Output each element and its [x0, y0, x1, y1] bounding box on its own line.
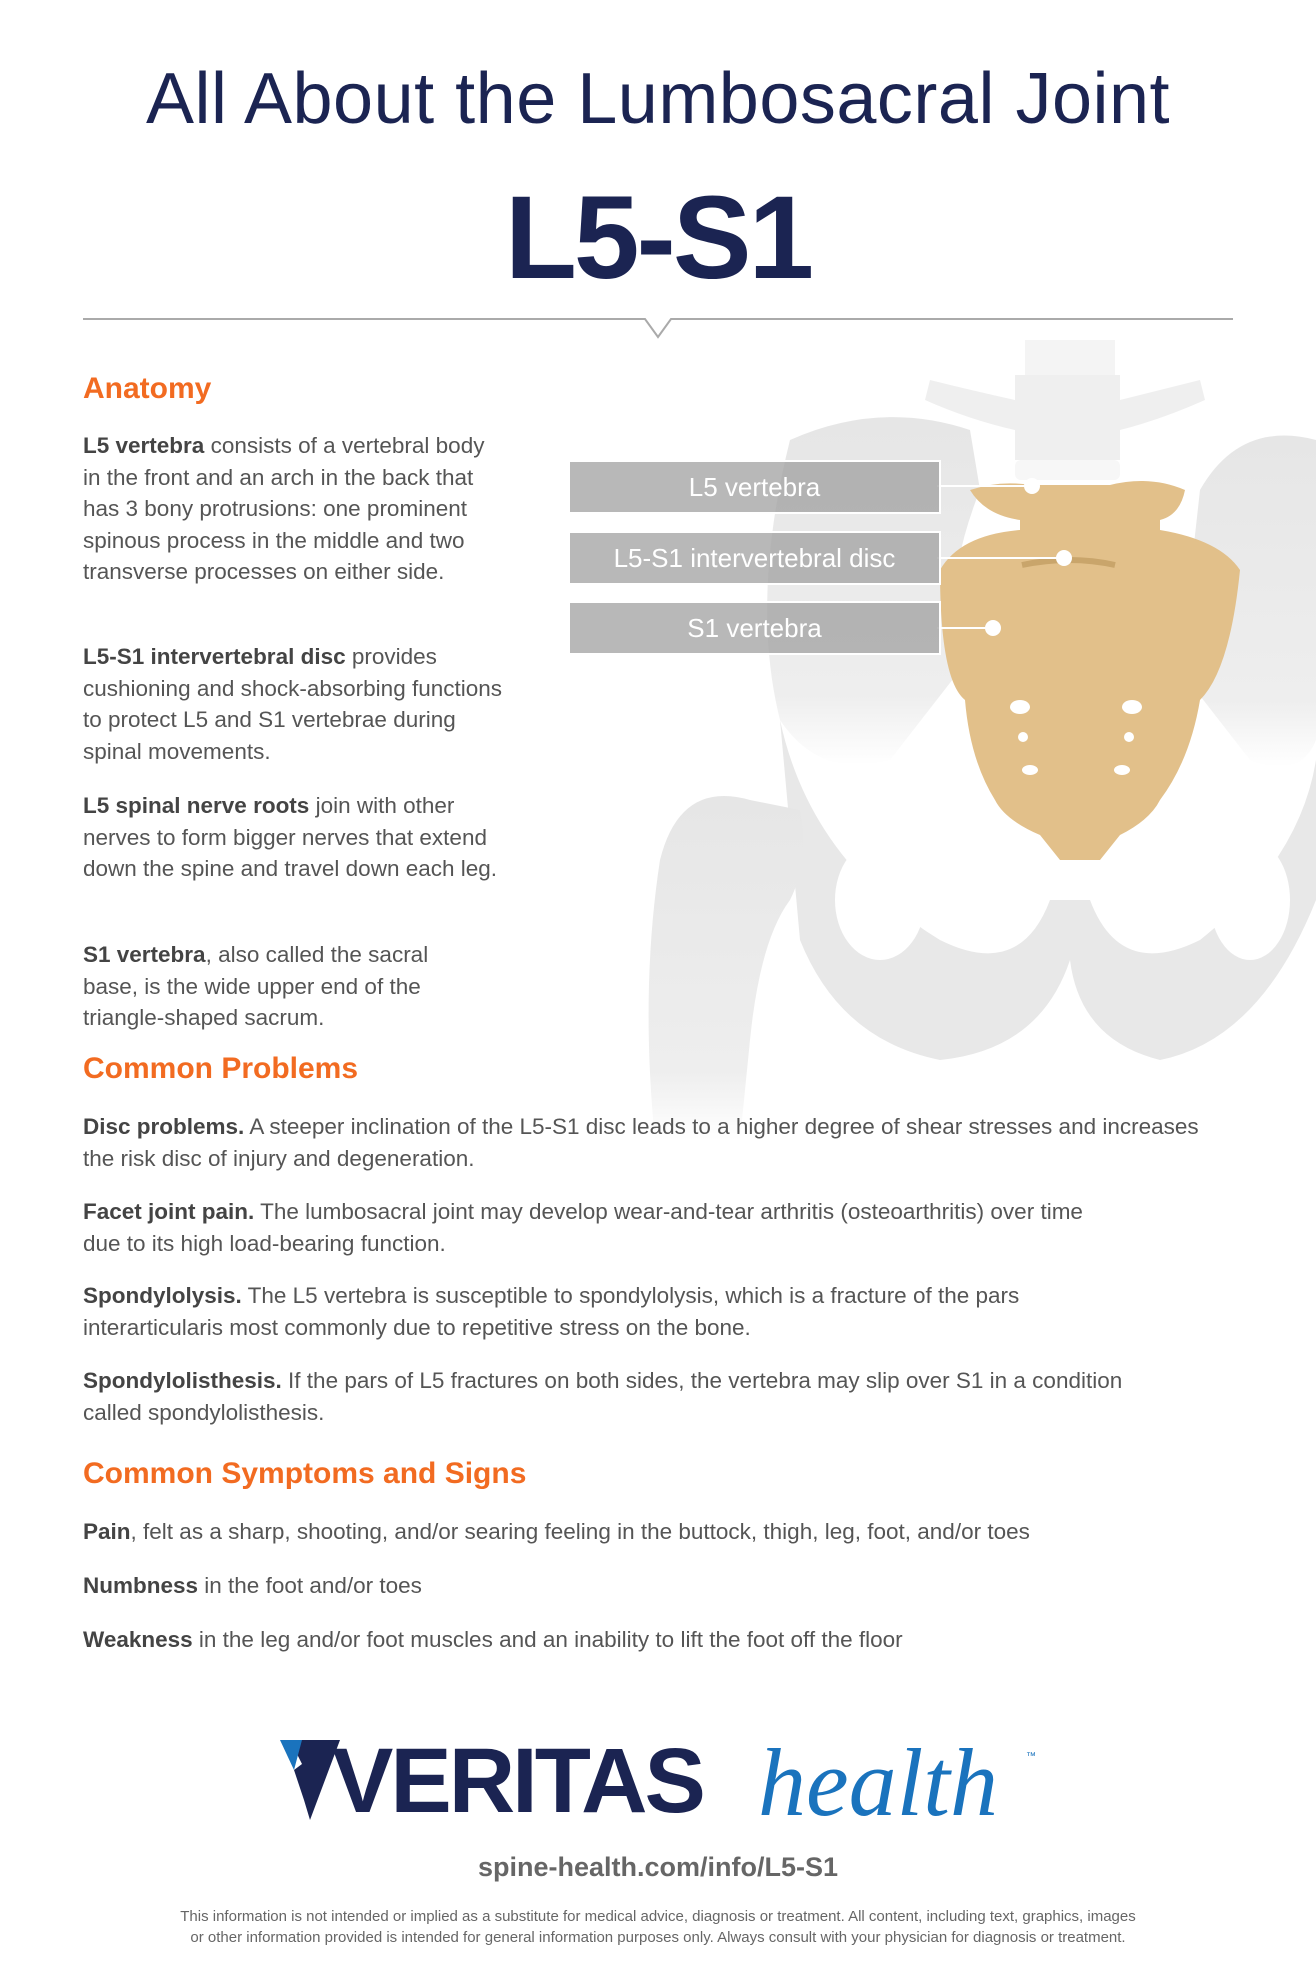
page-title: All About the Lumbosacral Joint: [145, 59, 1171, 139]
term: Numbness: [83, 1573, 199, 1598]
symptoms-heading: Common Symptoms and Signs: [83, 1457, 527, 1490]
problem-item: [83, 1196, 1123, 1259]
description: in the leg and/or foot muscles and an inability to lift the foot off the floor: [192, 1627, 903, 1652]
symptom-item: [83, 1516, 1263, 1548]
term: L5 spinal nerve roots: [83, 793, 310, 818]
disclaimer: [0, 1906, 1316, 1948]
divider-with-notch: [83, 300, 1233, 340]
problems-heading: Common Problems: [83, 1052, 359, 1085]
problem-item: [83, 1365, 1133, 1428]
description: , also called the sacral base, is the wide upper end of the triangle-shaped sacrum.: [83, 942, 429, 1030]
problem-item: [83, 1280, 1043, 1343]
logo-bold-text: VERITAS: [332, 1730, 703, 1832]
logo-trademark: ™: [1026, 1751, 1036, 1762]
term: S1 vertebra: [83, 942, 206, 967]
anatomy-item: [83, 790, 513, 885]
description: If the pars of L5 fractures on both sides, the vertebra may slip over S1 in a condition called spondylolisthesis.: [83, 1368, 1123, 1425]
anatomy-heading: Anatomy: [83, 372, 212, 405]
term: L5 vertebra: [83, 433, 205, 458]
label-l5-s1-disc: L5-S1 intervertebral disc: [568, 531, 941, 585]
anatomy-item: [83, 641, 513, 767]
term: Spondylolisthesis.: [83, 1368, 282, 1393]
logo-script-text: health: [758, 1729, 998, 1836]
description: A steeper inclination of the L5-S1 disc leads to a higher degree of shear stresses and increases the risk disc of injury and degeneration.: [83, 1114, 1199, 1171]
term: Pain: [83, 1519, 131, 1544]
disclaimer-line: This information is not intended or implied as a substitute for medical advice, diagnosis or treatment. All content, including text, graphics, images: [180, 1908, 1136, 1925]
description: in the foot and/or toes: [198, 1573, 422, 1598]
term: Facet joint pain.: [83, 1199, 255, 1224]
anatomy-item: [83, 939, 463, 1034]
description: join with other nerves to form bigger nerves that extend down the spine and travel down each leg.: [83, 793, 498, 881]
term: Weakness: [83, 1627, 193, 1652]
disclaimer-line: or other information provided is intended for general information purposes only. Always consult with your physician for diagnosis or treatment.: [190, 1929, 1126, 1946]
term: Disc problems.: [83, 1114, 245, 1139]
anatomy-item: [83, 430, 503, 588]
description: consists of a vertebral body in the front and an arch in the back that has 3 bony protrusions: one prominent spinous process in the middle and two transverse processes on either side.: [83, 433, 485, 584]
problem-item: [83, 1111, 1203, 1174]
term: L5-S1 intervertebral disc: [83, 644, 346, 669]
description: The lumbosacral joint may develop wear-and-tear arthritis (osteoarthritis) over time due to its high load-bearing function.: [83, 1199, 1083, 1256]
description: The L5 vertebra is susceptible to spondylolysis, which is a fracture of the pars interarticularis most commonly due to repetitive stress on the bone.: [83, 1283, 1020, 1340]
description: provides cushioning and shock-absorbing functions to protect L5 and S1 vertebrae during spinal movements.: [83, 644, 503, 764]
source-url[interactable]: spine-health.com/info/L5-S1: [477, 1852, 839, 1882]
veritas-health-logo: [280, 1729, 1040, 1836]
description: , felt as a sharp, shooting, and/or searing feeling in the buttock, thigh, leg, foot, and/or toes: [130, 1519, 1030, 1544]
term: Spondylolysis.: [83, 1283, 242, 1308]
page-subtitle-code: L5-S1: [504, 172, 812, 304]
label-s1-vertebra: S1 vertebra: [568, 601, 941, 655]
logo-v-mark-icon: [280, 1740, 340, 1820]
symptom-item: [83, 1624, 1263, 1656]
symptom-item: [83, 1570, 1263, 1602]
label-l5-vertebra: L5 vertebra: [568, 460, 941, 514]
